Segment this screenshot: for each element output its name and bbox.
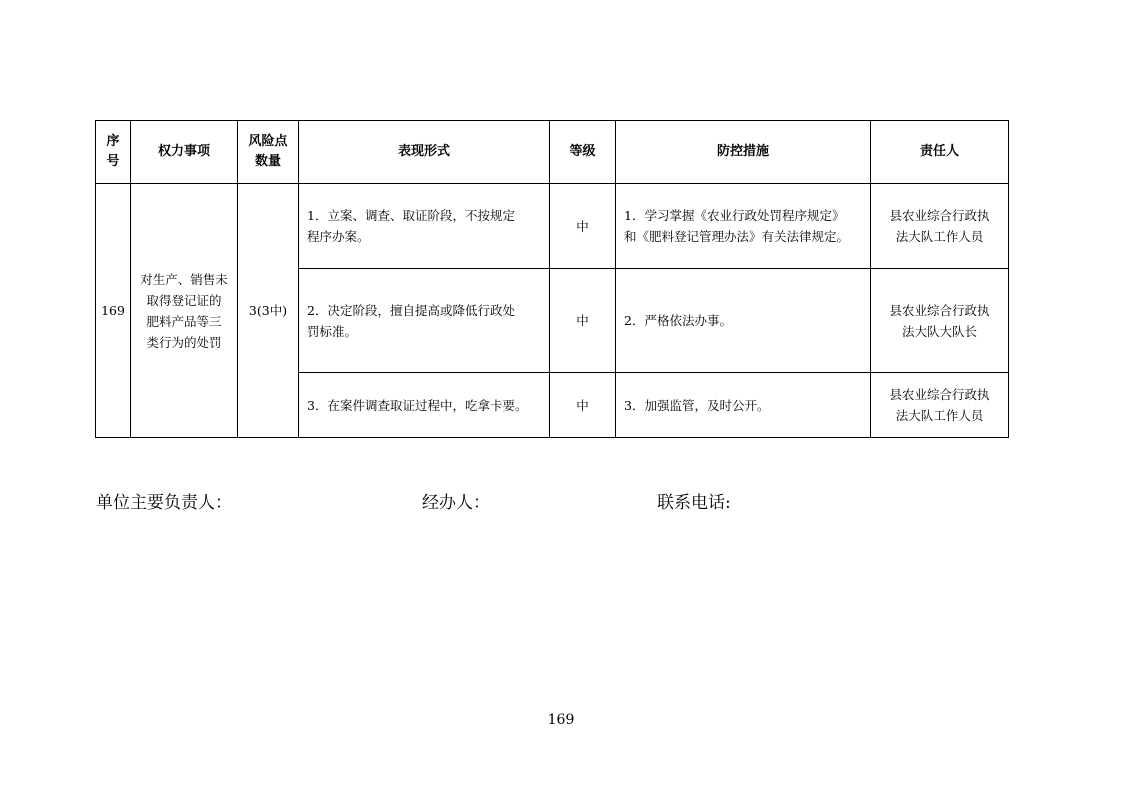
header-responsible: 责任人: [871, 121, 1009, 184]
measures-line: 1．学习掌握《农业行政处罚程序规定》: [624, 208, 845, 223]
unit-head-label: 单位主要负责人：: [96, 493, 232, 513]
risk-measures: [616, 373, 871, 438]
table-row: [96, 184, 1009, 269]
header-level: 等级: [550, 121, 616, 184]
manifestation-line: 程序办案。: [307, 229, 370, 244]
page-number: 169: [547, 712, 575, 728]
responsible-line: 县农业综合行政执: [889, 387, 990, 402]
header-risk-count: [238, 121, 299, 184]
risk-manifestation: [299, 373, 550, 438]
header-risk-count-line2: 数量: [254, 154, 281, 169]
header-no-line1: 序: [106, 134, 120, 149]
header-no-line2: 号: [106, 154, 120, 169]
power-item-line: 肥料产品等三: [146, 313, 222, 329]
risk-responsible: [871, 269, 1009, 373]
responsible-line: 县农业综合行政执: [889, 208, 990, 223]
phone-label: 联系电话:: [657, 493, 731, 513]
responsible-line: 县农业综合行政执: [889, 302, 990, 318]
responsible-line: 法大队工作人员: [895, 408, 984, 423]
header-power-item: 权力事项: [131, 121, 238, 184]
row-risk-count: 3(3中): [238, 184, 299, 438]
measures-line: 和《肥料登记管理办法》有关法律规定。: [624, 229, 850, 244]
manifestation-line: 3．在案件调查取证过程中，吃拿卡要。: [307, 397, 528, 413]
header-measures: 防控措施: [616, 121, 871, 184]
risk-measures: [616, 184, 871, 269]
risk-level: 中: [550, 269, 616, 373]
power-item-line: 类行为的处罚: [146, 334, 222, 350]
manifestation-line: 1．立案、调查、取证阶段，不按规定: [307, 208, 515, 223]
header-no: [96, 121, 131, 184]
handler-label: 经办人：: [422, 493, 490, 513]
risk-level: 中: [550, 184, 616, 269]
responsible-line: 法大队工作人员: [895, 229, 984, 244]
risk-level: 中: [550, 373, 616, 438]
risk-responsible: [871, 373, 1009, 438]
manifestation-line: 罚标准。: [307, 323, 358, 339]
responsible-line: 法大队大队长: [901, 323, 977, 339]
signature-footer: [0, 488, 1122, 518]
measures-line: 3．加强监管，及时公开。: [624, 397, 770, 413]
measures-line: 2．严格依法办事。: [624, 313, 732, 328]
risk-manifestation: [299, 184, 550, 269]
power-item-line: 取得登记证的: [146, 292, 222, 308]
header-risk-count-line1: 风险点: [248, 134, 288, 149]
risk-responsible: [871, 184, 1009, 269]
risk-manifestation: [299, 269, 550, 373]
row-no: 169: [96, 184, 131, 438]
risk-measures: [616, 269, 871, 373]
table-header-row: [96, 121, 1009, 184]
row-power-item: [131, 184, 238, 438]
risk-table: [95, 120, 1009, 438]
header-manifestation: 表现形式: [299, 121, 550, 184]
manifestation-line: 2．决定阶段，擅自提高或降低行政处: [307, 302, 515, 318]
power-item-line: 对生产、销售未: [140, 271, 228, 287]
